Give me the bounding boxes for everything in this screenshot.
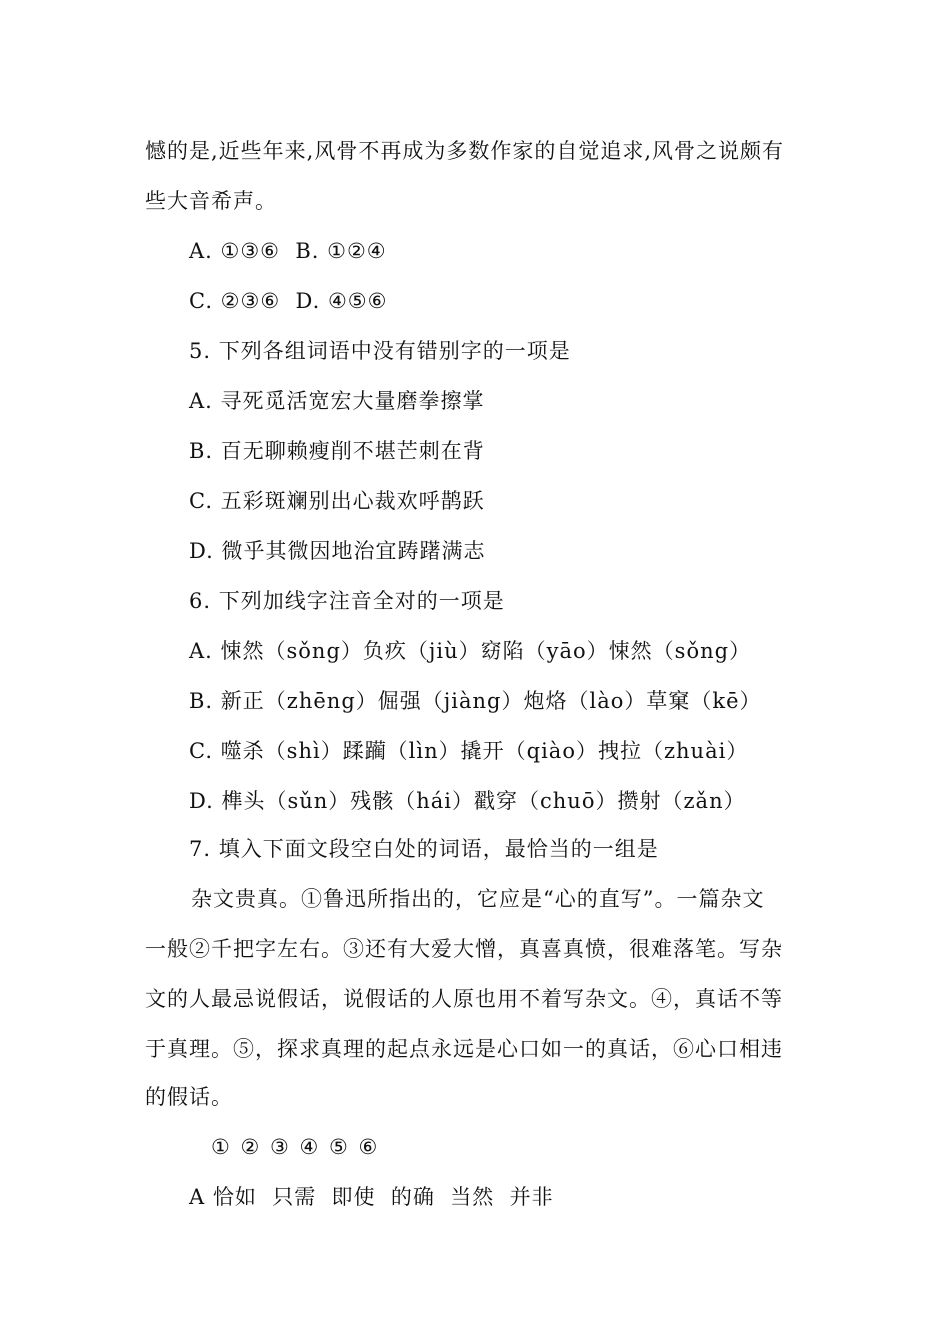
question-7: 7. 填入下面文段空白处的词语，最恰当的一组是: [189, 837, 659, 861]
blank-number-header: ① ② ③ ④ ⑤ ⑥: [211, 1135, 380, 1159]
paragraph-line: 憾的是,近些年来,风骨不再成为多数作家的自觉追求,风骨之说颇有: [145, 139, 785, 163]
option-line: B. 百无聊赖瘦削不堪芒刺在背: [189, 439, 485, 463]
option-line: A. 悚然（sǒng）负疚（jiù）窈陷（yāo）悚然（sǒng）: [189, 639, 752, 663]
option-line: C. 五彩斑斓别出心裁欢呼鹊跃: [189, 489, 485, 513]
option-line: D. 微乎其微因地治宜踌躇满志: [189, 539, 486, 563]
option-line: A. ①③⑥ B. ①②④: [189, 239, 387, 263]
question-5: 5. 下列各组词语中没有错别字的一项是: [189, 339, 571, 363]
passage-line: 杂文贵真。①鲁迅所指出的，它应是“心的直写”。一篇杂文: [191, 887, 765, 911]
option-line: C. 噬杀（shì）蹂躏（lìn）撬开（qiào）拽拉（zhuài）: [189, 739, 749, 763]
option-line: D. 榫头（sǔn）残骸（hái）戳穿（chuō）攒射（zǎn）: [189, 789, 746, 813]
answer-option-a: A 恰如 只需 即使 的确 当然 并非: [189, 1185, 554, 1209]
passage-line: 一般②千把字左右。③还有大爱大憎，真喜真愤，很难落笔。写杂: [145, 937, 783, 961]
option-line: A. 寻死觅活宽宏大量磨拳擦掌: [189, 389, 485, 413]
paragraph-line: 些大音希声。: [145, 189, 277, 213]
passage-line: 于真理。⑤，探求真理的起点永远是心口如一的真话，⑥心口相违: [145, 1037, 783, 1061]
question-6: 6. 下列加线字注音全对的一项是: [189, 589, 505, 613]
option-line: B. 新正（zhēng）倔强（jiàng）炮烙（lào）草窠（kē）: [189, 689, 762, 713]
passage-line: 文的人最忌说假话，说假话的人原也用不着写杂文。④，真话不等: [145, 987, 783, 1011]
option-line: C. ②③⑥ D. ④⑤⑥: [189, 289, 388, 313]
passage-line: 的假话。: [145, 1085, 233, 1109]
